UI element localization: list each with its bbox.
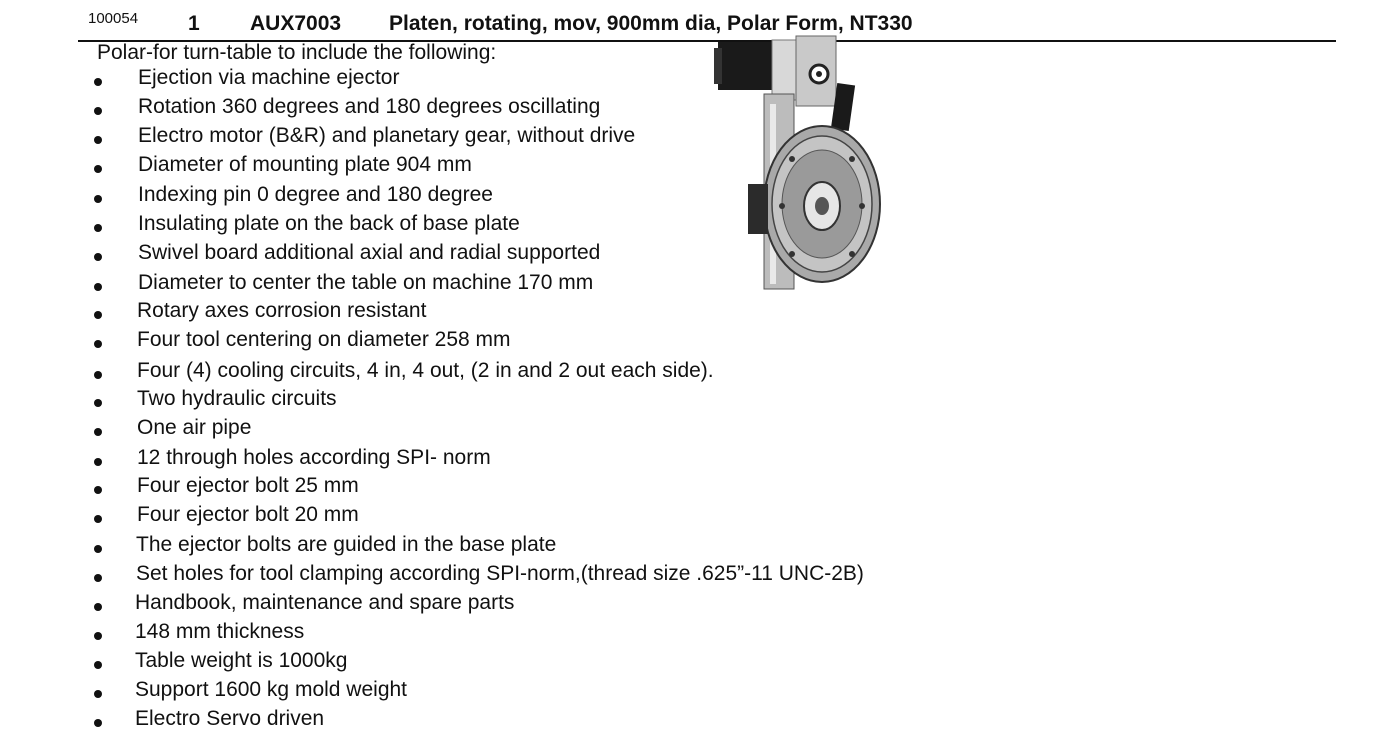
item-header [0, 0, 1389, 44]
bullet-icon [94, 136, 102, 144]
bullet-icon [94, 399, 102, 407]
feature-text: Diameter of mounting plate 904 mm [138, 153, 472, 176]
item-quantity: 1 [188, 12, 200, 35]
bullet-icon [94, 165, 102, 173]
feature-text: Rotary axes corrosion resistant [137, 299, 427, 322]
feature-text: Indexing pin 0 degree and 180 degree [138, 183, 493, 206]
feature-text: Four tool centering on diameter 258 mm [137, 328, 511, 351]
feature-text: 12 through holes according SPI- norm [137, 446, 491, 469]
feature-text: 148 mm thickness [135, 620, 305, 643]
bullet-icon [94, 311, 102, 319]
bullet-icon [94, 371, 102, 379]
bullet-icon [94, 253, 102, 261]
feature-text: Two hydraulic circuits [137, 387, 337, 410]
bullet-icon [94, 486, 102, 494]
bullet-icon [94, 224, 102, 232]
feature-text: Four (4) cooling circuits, 4 in, 4 out, (2 in and 2 out each side). [137, 359, 714, 382]
feature-text: Four ejector bolt 25 mm [137, 474, 359, 497]
item-number: 100054 [88, 10, 139, 27]
feature-text: Table weight is 1000kg [135, 649, 348, 672]
feature-text: Insulating plate on the back of base plate [138, 212, 520, 235]
bullet-icon [94, 690, 102, 698]
bullet-icon [94, 574, 102, 582]
bullet-icon [94, 78, 102, 86]
item-description: Platen, rotating, mov, 900mm dia, Polar Form, NT330 [389, 12, 913, 35]
feature-text: The ejector bolts are guided in the base plate [136, 533, 557, 556]
feature-text: Support 1600 kg mold weight [135, 678, 408, 701]
bullet-icon [94, 603, 102, 611]
bullet-icon [94, 428, 102, 436]
part-code: AUX7003 [250, 12, 342, 35]
feature-text: Electro motor (B&R) and planetary gear, without drive [138, 124, 636, 147]
bullet-icon [94, 719, 102, 727]
bullet-icon [94, 632, 102, 640]
platen-illustration [714, 36, 880, 289]
bullet-icon [94, 195, 102, 203]
feature-text: Four ejector bolt 20 mm [137, 503, 359, 526]
bullet-icon [94, 515, 102, 523]
bullet-icon [94, 107, 102, 115]
feature-text: Ejection via machine ejector [138, 66, 400, 89]
feature-text: Swivel board additional axial and radial supported [138, 241, 601, 264]
bullet-icon [94, 340, 102, 348]
feature-text: Diameter to center the table on machine 170 mm [138, 271, 594, 294]
feature-text: Electro Servo driven [135, 707, 325, 730]
feature-text: One air pipe [137, 416, 252, 439]
feature-text: Set holes for tool clamping according SPI-norm,(thread size .625”-11 UNC-2B) [136, 562, 864, 585]
intro-text: Polar-for turn-table to include the following: [97, 41, 497, 64]
feature-text: Rotation 360 degrees and 180 degrees oscillating [138, 95, 601, 118]
bullet-icon [94, 661, 102, 669]
rotating-platen-photo [712, 34, 887, 294]
bullet-icon [94, 458, 102, 466]
bullet-icon [94, 545, 102, 553]
feature-text: Handbook, maintenance and spare parts [135, 591, 515, 614]
bullet-icon [94, 283, 102, 291]
